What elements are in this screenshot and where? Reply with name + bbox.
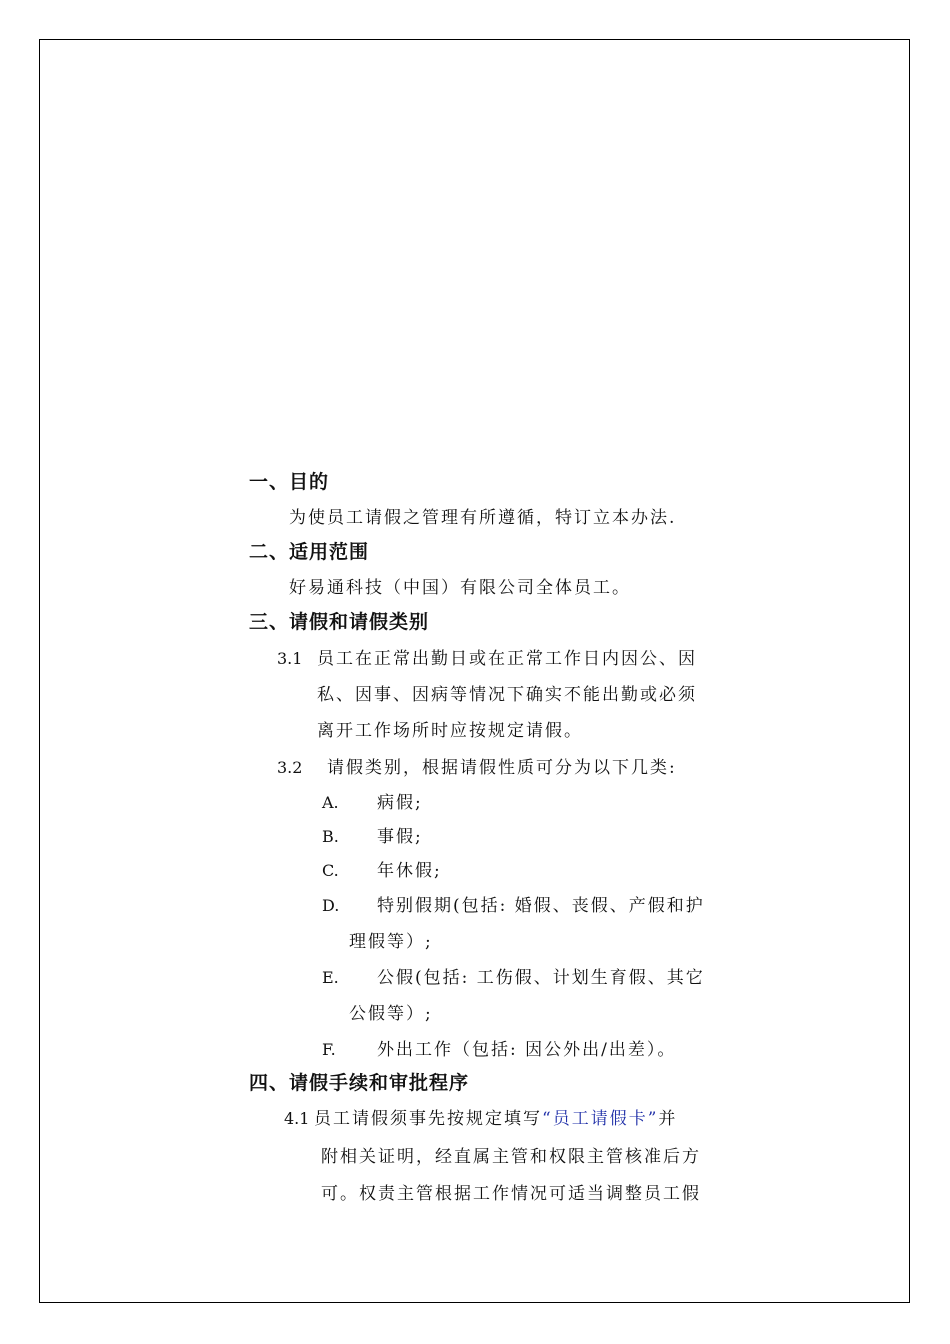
list-item-text-d: 特别假期(包括: 婚假、丧假、产假和护 [377, 896, 705, 916]
list-item-marker-f: F. [322, 1040, 336, 1059]
list-item-text-d-cont: 理假等）; [349, 932, 433, 952]
clause-4-1-line-1 [314, 1108, 677, 1130]
clause-number-4-1: 4.1 [284, 1109, 310, 1128]
list-item-marker-c: C. [322, 861, 339, 880]
section-heading-scope: 二、适用范围 [249, 541, 370, 563]
purpose-text: 为使员工请假之管理有所遵循，特订立本办法. [289, 508, 677, 528]
list-item-text-e: 公假(包括: 工伤假、计划生育假、其它 [377, 968, 705, 988]
clause-number-3-1: 3.1 [277, 649, 303, 668]
list-item-text-e-cont: 公假等）; [349, 1004, 433, 1024]
list-item-text-a: 病假; [377, 793, 423, 813]
clause-4-1-pre: 员工请假须事先按规定填写 [314, 1109, 542, 1129]
list-item-marker-d: D. [322, 896, 340, 915]
clause-number-3-2: 3.2 [277, 758, 303, 777]
clause-4-1-line-2: 附相关证明，经直属主管和权限主管核准后方 [321, 1147, 701, 1167]
section-heading-leave-types: 三、请假和请假类别 [249, 611, 430, 633]
clause-3-2-text: 请假类别，根据请假性质可分为以下几类: [327, 758, 677, 778]
list-item-text-b: 事假; [377, 827, 423, 847]
clause-4-1-post: 并 [658, 1109, 678, 1129]
clause-4-1-line-3: 可。权责主管根据工作情况可适当调整员工假 [321, 1184, 701, 1204]
section-heading-purpose: 一、目的 [249, 471, 330, 493]
scope-text: 好易通科技（中国）有限公司全体员工。 [289, 578, 631, 598]
list-item-marker-e: E. [322, 968, 339, 987]
clause-3-1-line-3: 离开工作场所时应按规定请假。 [317, 721, 583, 741]
clause-3-1-line-1: 员工在正常出勤日或在正常工作日内因公、因 [317, 649, 697, 669]
list-item-marker-a: A. [322, 793, 339, 812]
list-item-text-c: 年休假; [377, 861, 442, 881]
list-item-text-f: 外出工作（包括: 因公外出/出差）。 [377, 1040, 677, 1060]
clause-3-1-line-2: 私、因事、因病等情况下确实不能出勤或必须 [317, 685, 697, 705]
section-heading-procedure: 四、请假手续和审批程序 [249, 1072, 470, 1094]
leave-card-reference[interactable]: “员工请假卡” [542, 1109, 659, 1129]
list-item-marker-b: B. [322, 827, 339, 846]
